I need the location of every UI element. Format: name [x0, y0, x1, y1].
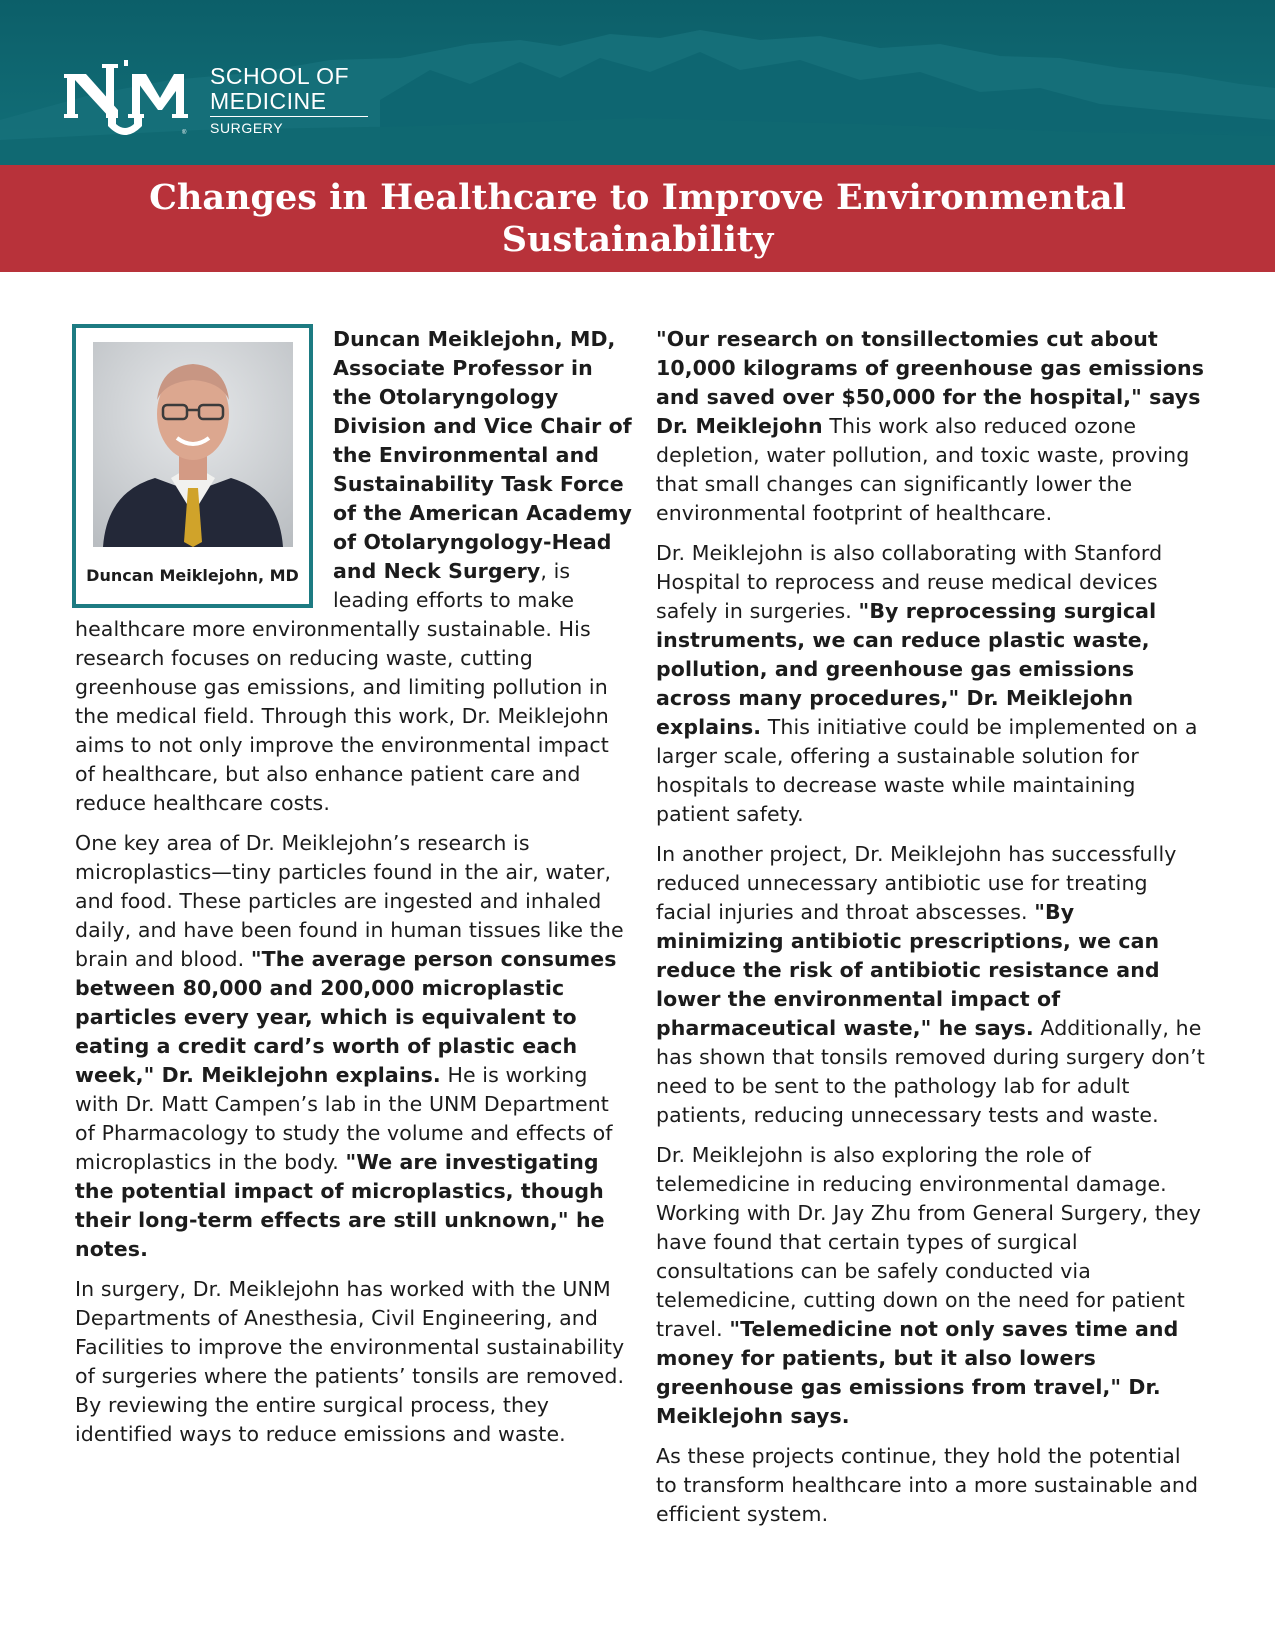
tonsillectomy-paragraph-cont	[656, 325, 1206, 528]
p4-text-1: Dr. Meiklejohn is also collaborating with Stanford Hospital to reprocess and reuse medical devices safely in surgeries.	[656, 541, 1163, 623]
header-banner	[0, 0, 1275, 165]
brand-block	[210, 64, 368, 136]
p3-text-1: In surgery, Dr. Meiklejohn has worked with the UNM Departments of Anesthesia, Civil Engineering, and Facilities to improve the environmental sustainability of surgeries where the patients’ tonsils are removed. By reviewing the entire surgical process, they identified ways to reduce emissions and waste.	[75, 1277, 625, 1446]
reprocessing-paragraph	[656, 539, 1206, 829]
p4-quote-1: "By reprocessing surgical instruments, we can reduce plastic waste, pollution, and greenhouse gas emissions across many procedures," Dr. Meiklejohn explains.	[656, 599, 1157, 739]
brand-line-2: MEDICINE	[210, 88, 327, 114]
unm-logo-icon	[62, 58, 188, 142]
microplastics-paragraph	[75, 829, 635, 1264]
intro-wrap-text	[333, 325, 633, 615]
portrait-photo	[93, 342, 293, 547]
telemedicine-paragraph	[656, 1141, 1206, 1431]
p2-text-1: One key area of Dr. Meiklejohn’s research is microplastics—tiny particles found in the air, water, and food. These particles are ingested and inhaled daily, and have been found in human tissues like the brain and blood.	[75, 831, 624, 971]
right-column	[656, 325, 1206, 1540]
intro-bold-text: Duncan Meiklejohn, MD, Associate Professor in the Otolaryngology Division and Vice Chair of the Environmental and Sustainability Task Force of the American Academy of Otolaryngology-Head and Neck Surgery	[333, 327, 633, 583]
p6-quote-1: "Telemedicine not only saves time and money for patients, but it also lowers greenhouse gas emissions from travel," Dr. Meiklejohn says.	[656, 1317, 1179, 1428]
intro-continuation-paragraph: healthcare more environmentally sustainable. His research focuses on reducing waste, cutting greenhouse gas emissions, and limiting pollution in the medical field. Through this work, Dr. Meiklejohn aims to not only improve the environmental impact of healthcare, but also enhance patient care and reduce healthcare costs.	[75, 617, 609, 815]
p4-text-2: This initiative could be implemented on a larger scale, offering a sustainable solution for hospitals to decrease waste while maintaining patient safety.	[656, 715, 1198, 826]
p6-text-1: Dr. Meiklejohn is also exploring the role of telemedicine in reducing environmental damage. Working with Dr. Jay Zhu from General Surgery, they have found that certain types of surgical consultations can be safely conducted via telemedicine, cutting down on the need for patient travel.	[656, 1143, 1201, 1341]
intro-rest-text: , is leading efforts to make	[333, 559, 575, 612]
p2-quote-1: "The average person consumes between 80,000 and 200,000 microplastic particles every year, which is equivalent to eating a credit card’s worth of plastic each week," Dr. Meiklejohn explains.	[75, 947, 617, 1087]
page-title: Changes in Healthcare to Improve Environmental Sustainability	[149, 176, 1126, 260]
mountain-background-icon	[0, 0, 1275, 165]
closing-paragraph: As these projects continue, they hold the potential to transform healthcare into a more sustainable and efficient system.	[656, 1444, 1199, 1526]
photo-caption: Duncan Meiklejohn, MD	[86, 566, 299, 585]
p3-quote-1: "Our research on tonsillectomies cut about 10,000 kilograms of greenhouse gas emissions and saved over $50,000 for the hospital," says Dr. Meiklejohn	[656, 327, 1205, 438]
left-column	[75, 615, 635, 1460]
brand-line-1: SCHOOL OF	[210, 63, 350, 89]
p2-text-2: He is working with Dr. Matt Campen’s lab in the UNM Department of Pharmacology to study the volume and effects of microplastics in the body.	[75, 1063, 613, 1174]
svg-text:®: ®	[182, 130, 187, 136]
antibiotic-paragraph	[656, 840, 1206, 1130]
p3-text-2: This work also reduced ozone depletion, water pollution, and toxic waste, proving that small changes can significantly lower the environmental footprint of healthcare.	[656, 414, 1190, 525]
photo-frame	[72, 324, 313, 608]
p2-quote-2: "We are investigating the potential impact of microplastics, though their long-term effects are still unknown," he notes.	[75, 1150, 605, 1261]
title-band	[0, 165, 1275, 272]
brand-line-3: SURGERY	[210, 120, 284, 136]
brand-divider	[210, 116, 368, 117]
p5-text-1: In another project, Dr. Meiklejohn has successfully reduced unnecessary antibiotic use for treating facial injuries and throat abscesses.	[656, 842, 1177, 924]
tonsillectomy-paragraph	[75, 1275, 635, 1449]
p5-text-2: Additionally, he has shown that tonsils removed during surgery don’t need to be sent to the pathology lab for adult patients, reducing unnecessary tests and waste.	[656, 1016, 1205, 1127]
p5-quote-1: "By minimizing antibiotic prescriptions, we can reduce the risk of antibiotic resistance and lower the environmental impact of pharmaceutical waste," he says.	[656, 900, 1160, 1040]
